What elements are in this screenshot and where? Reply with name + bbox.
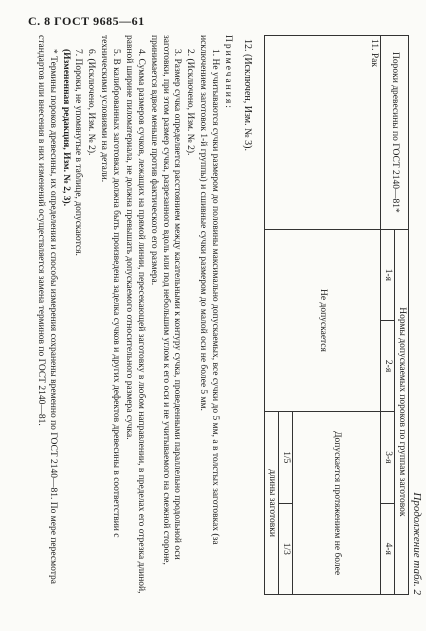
table-continuation-caption: Продолжение табл. 2 [411, 492, 423, 595]
group-label-4: 4-я [381, 503, 395, 594]
note-3: 3. Размер сучка определяется расстоянием между касательными к контуру сучка, проведенными параллельно продольной оси заготовки, при этом размер сучка, разрезанного вдоль или под небольшим углом к его оси и не учитываемого на смежной стороне, принимается вдвое меньше против фактического его размера. [148, 35, 183, 565]
group-label-2: 2-я [381, 320, 395, 411]
page-header: С. 8 ГОСТ 9685—61 [28, 14, 145, 28]
notes-title: Примечания: [223, 35, 233, 110]
note-5: 5. В калиброванных заготовках должна быть произведена заделка сучков и других дефектов древесины в соответствии с техническими условиями на детали. [99, 35, 122, 538]
note-7: 7. Пороки, не упомянутые в таблице, допускаются. [73, 49, 84, 256]
note-1: 1. Не учитываются сучки размером до половины максимально допускаемых, все сучки до 5 мм, а в толстых заготовках (за исключением заготовок 1-й группы) и сшивные сучки размером до малой оси не более 5 мм. [198, 35, 221, 545]
note-2: 2. (Исключено, Изм. № 2). [185, 49, 196, 156]
footnote-terms: * Термины пороков древесины, их определения и способы измерения сохранены временно по ГОСТ 2140—81. По мере пересмотра стандартов или внесения в них изменений осуществляется замена терминов по ГОСТ 2140—81. [35, 35, 58, 584]
row-groups-3-4-top: Допускается протяжением не более [293, 412, 381, 595]
group-label-3: 3-я [381, 412, 395, 503]
group-label-1: 1-я [381, 229, 395, 320]
row-group-4-fraction: 1/3 [279, 503, 293, 594]
group-header: Нормы допускаемых пороков по группам заготовок [395, 229, 409, 594]
row-group-3-fraction: 1/5 [279, 412, 293, 503]
row-groups-3-4-bottom: длины заготовки [265, 412, 279, 595]
rotated-page-content [3, 15, 423, 615]
row-name: 11. Рак [265, 36, 381, 230]
note-4: 4. Сумма размеров сучков, лежащих на прямой линии, пересекающей заготовку в любом направлении, в пределах его отрезка длиной, равной ширине пиломатериала, не должна превышать допускаемого относительного размера сучка. [124, 35, 146, 594]
note-amendment: (Измененная редакция, Изм. № 2, 3). [60, 49, 71, 207]
col-name-header: Пороки древесины по ГОСТ 2140—81* [381, 36, 409, 230]
note-6: 6. (Исключено, Изм. № 2). [86, 49, 97, 156]
row-groups-1-2: Не допускается [265, 229, 381, 411]
item-12: 12. (Исключен, Изм. № 3). [242, 39, 253, 151]
defects-table [264, 35, 409, 595]
notes-block [33, 35, 233, 595]
